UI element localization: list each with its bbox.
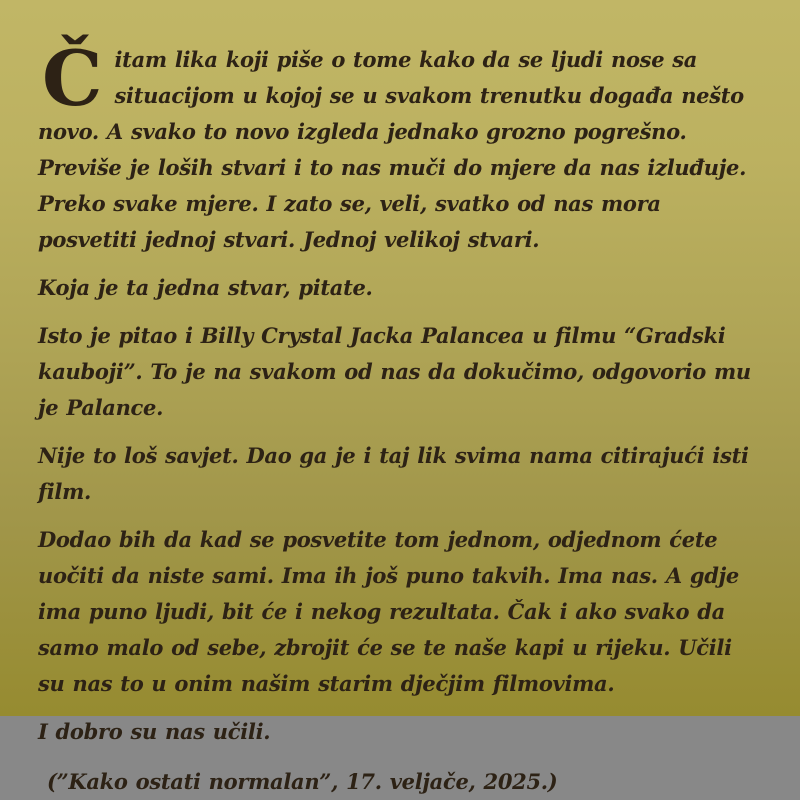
drop-cap: Č <box>42 34 103 123</box>
paragraph-main-point: Dodao bih da kad se posvetite tom jednom, odjednom ćete uočiti da niste sami. Ima ih još puno takvih. Ima nas. A gdje ima puno ljudi, bit će i nekog rezultata. Čak i ako svako da samo malo od sebe, zbrojit će se te naše kapi u rijeku. Učili su nas to u onim našim starim dječjim filmovima. <box>38 527 739 696</box>
opening-paragraph-text: itam lika koji piše o tome kako da se ljudi nose sa situacijom u kojoj se u svakom trenutku događa nešto novo. A svako to novo izgleda jednako grozno pogrešno. Previše je loših stvari i to nas muči do mjere da nas izluđuje. Preko svake mjere. I zato se, veli, svatko od nas mora posvetiti jednoj stvari. Jednoj velikoj stvari. <box>38 47 747 252</box>
paragraph-closing: I dobro su nas učili. <box>38 719 271 744</box>
paragraph-advice: Nije to loš savjet. Dao ga je i taj lik svima nama citirajući isti film. <box>38 443 749 504</box>
opening-paragraph <box>38 34 764 258</box>
paragraph-film-reference: Isto je pitao i Billy Crystal Jacka Palancea u filmu “Gradski kauboji”. To je na svakom od nas da dokučimo, odgovorio mu je Palance. <box>38 323 751 420</box>
citation-line: (”Kako ostati normalan”, 17. veljače, 2025.) <box>47 769 558 794</box>
paragraph-question: Koja je ta jedna stvar, pitate. <box>38 275 373 300</box>
